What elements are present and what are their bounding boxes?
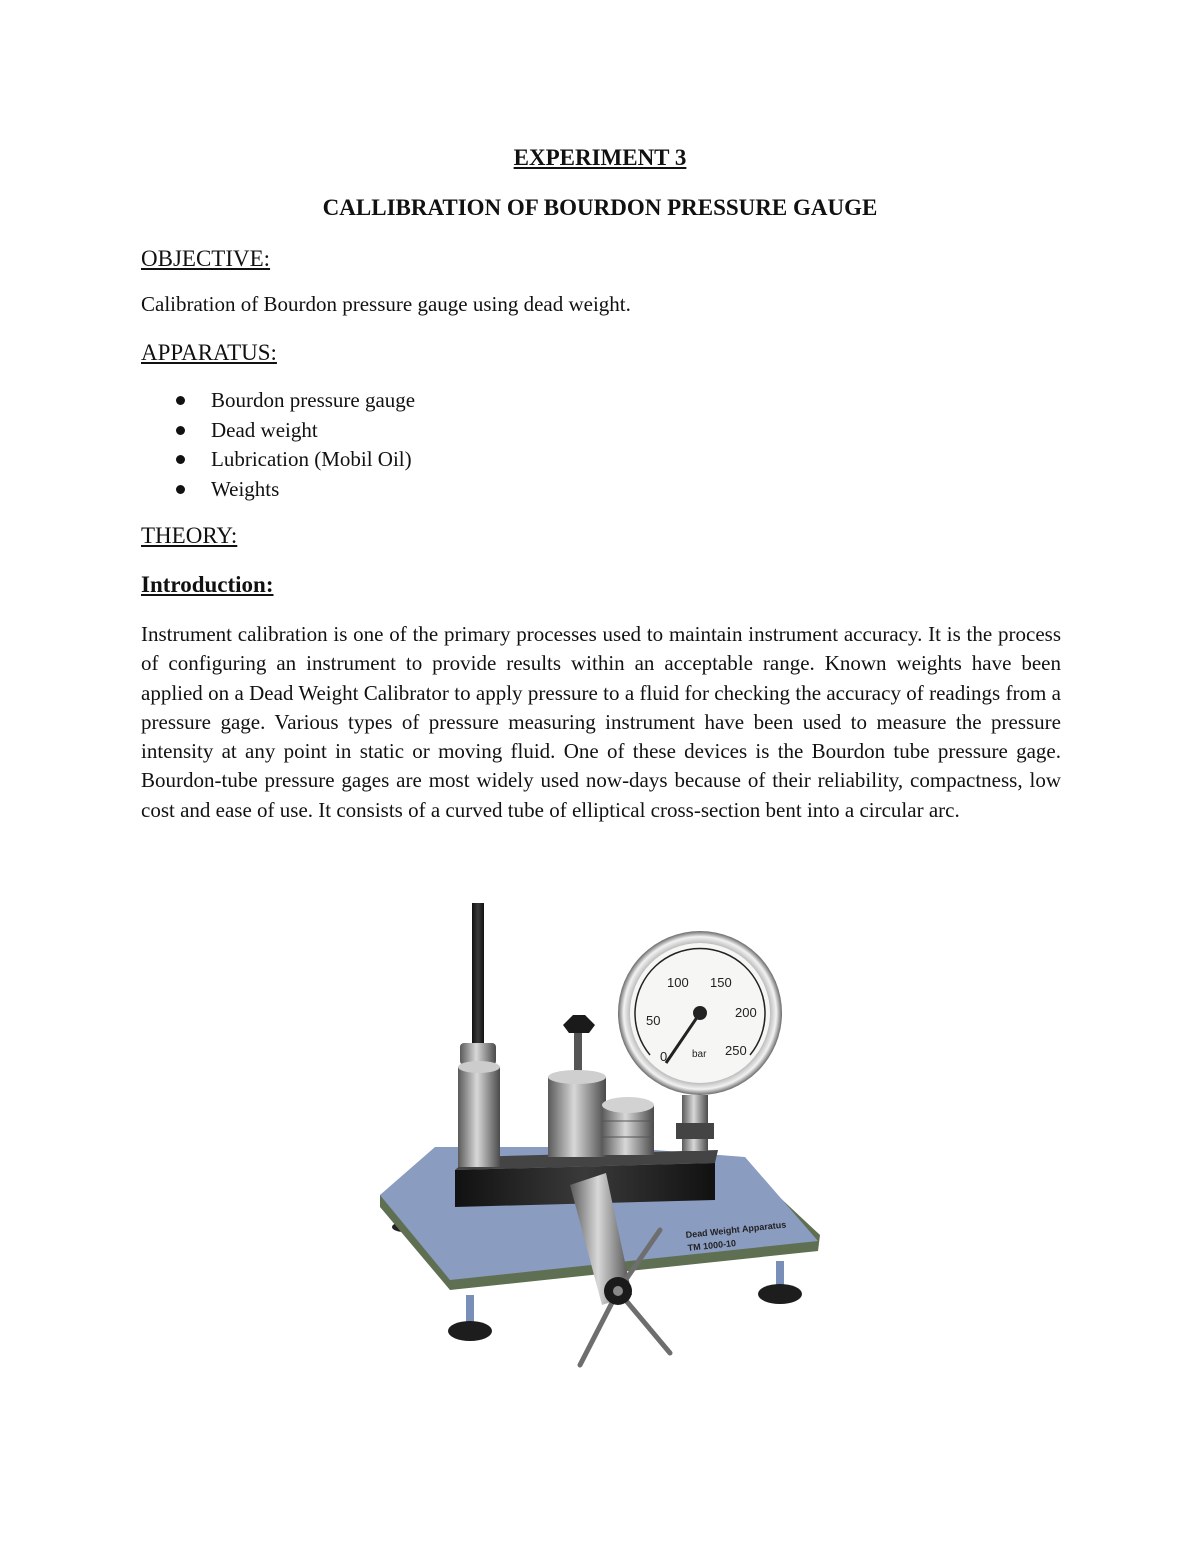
plate-code: TM 1000-10 <box>687 1237 737 1253</box>
handle-hub-center <box>613 1286 623 1296</box>
pressure-gauge <box>618 931 782 1095</box>
apparatus-item: Weights <box>211 476 280 501</box>
list-item <box>171 416 415 446</box>
apparatus-item: Bourdon pressure gauge <box>211 388 416 412</box>
gauge-unit: bar <box>692 1049 707 1060</box>
gauge-tick-label: 50 <box>646 1013 661 1028</box>
bullet-icon <box>176 396 185 405</box>
foot <box>758 1284 802 1304</box>
bullet-icon <box>176 455 185 464</box>
weight-stack <box>602 1097 654 1155</box>
apparatus-illustration <box>370 895 830 1385</box>
gauge-pivot <box>693 1006 707 1020</box>
gauge-tick-label: 200 <box>735 1005 757 1020</box>
apparatus-item: Lubrication (Mobil Oil) <box>211 447 412 471</box>
list-item <box>171 386 415 416</box>
experiment-subtitle: CALLIBRATION OF BOURDON PRESSURE GAUGE <box>322 195 878 220</box>
gauge-tick-label: 100 <box>667 975 689 990</box>
piston-rod <box>472 903 484 1053</box>
introduction-heading: Introduction: <box>141 572 274 597</box>
apparatus-heading: APPARATUS: <box>141 340 277 365</box>
weight-disc-top <box>602 1097 654 1113</box>
list-item <box>171 475 415 505</box>
cylinder-top <box>458 1061 500 1073</box>
apparatus-list <box>171 386 415 504</box>
objective-heading: OBJECTIVE: <box>141 246 271 271</box>
objective-text: Calibration of Bourdon pressure gauge using dead weight. <box>141 292 631 316</box>
bullet-icon <box>176 485 185 494</box>
gauge-tick-label: 0 <box>660 1049 668 1064</box>
apparatus-item: Dead weight <box>211 417 318 442</box>
plate-label: Dead Weight Apparatus <box>685 1219 787 1240</box>
theory-heading: THEORY: <box>141 523 238 548</box>
experiment-title: EXPERIMENT 3 <box>513 145 687 170</box>
list-item <box>171 445 415 475</box>
piston-cylinder <box>458 1067 500 1167</box>
gauge-tick-label: 150 <box>710 975 732 990</box>
dead-weight-apparatus-figure <box>370 895 830 1385</box>
foot <box>448 1321 492 1341</box>
foot-stem <box>466 1295 474 1325</box>
introduction-paragraph: Instrument calibration is one of the primary processes used to maintain instrument accuracy. It is the process of configuring an instrument to provide results within an acceptable range. Known weights have been applied on a Dead Weight Calibrator to apply pressure to a fluid for checking the accuracy of readings from a pressure gage. Various types of pressure measuring instrument have been used to measure the pressure intensity at any point in static or moving fluid. One of these devices is the Bourdon tube pressure gage. Bourdon-tube pressure gages are most widely used now-days because of their reliability, compactness, low cost and ease of use. It consists of a curved tube of elliptical cross-section bent into a circular arc. <box>141 622 1061 822</box>
valve-knob <box>563 1015 595 1033</box>
valve-cylinder-top <box>548 1070 606 1084</box>
valve-cylinder <box>548 1077 606 1157</box>
gauge-tick-label: 250 <box>725 1043 747 1058</box>
gauge-nut <box>676 1123 714 1139</box>
bullet-icon <box>176 426 185 435</box>
